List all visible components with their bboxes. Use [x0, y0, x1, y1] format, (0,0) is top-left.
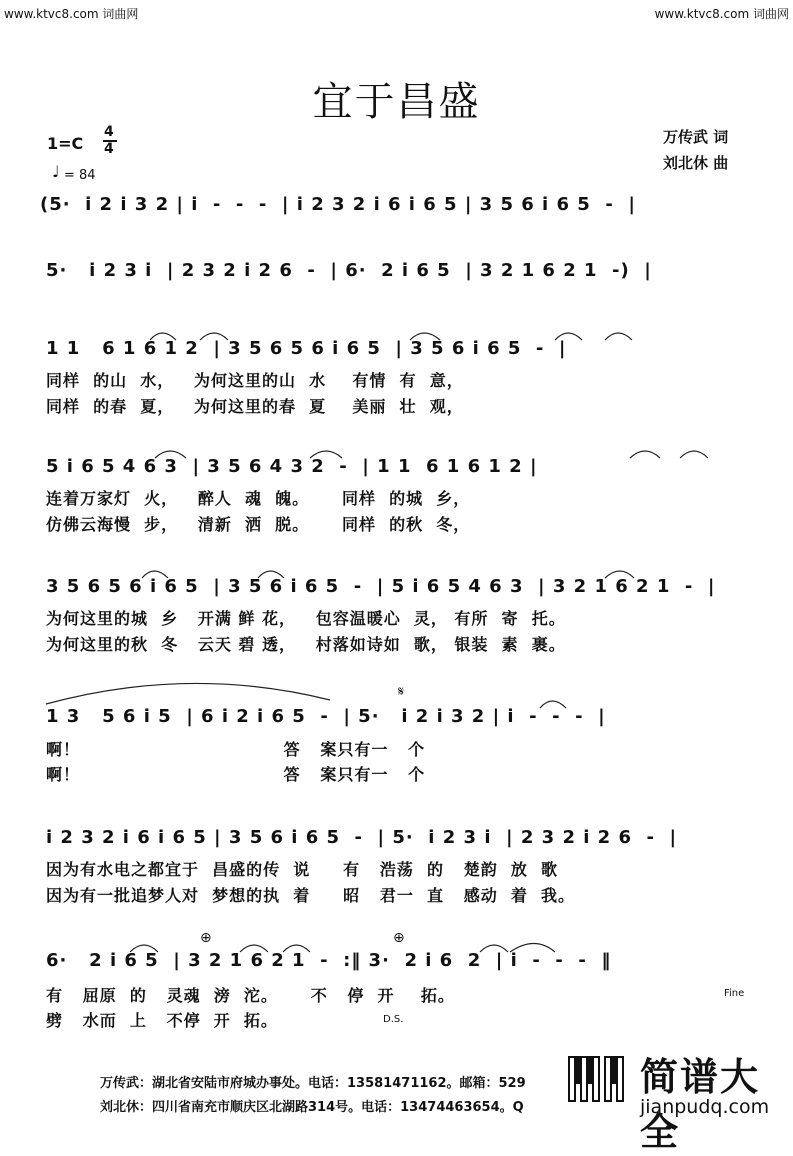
- notation-line-2: 5· i 2 3 i | 2 3 2 i 2 6 - | 6· 2 i 6 5 | 3 2 1 6 2 1 -) |: [46, 260, 652, 281]
- site-logo[interactable]: [568, 1042, 793, 1154]
- notation-line-5: 3 5 6 5 6 i 6 5 | 3 5 6 i 6 5 - | 5 i 6 5 4 6 3 | 3 2 1 6 2 1 - |: [46, 576, 716, 597]
- header-right-watermark[interactable]: www.ktvc8.com 词曲网: [654, 7, 789, 21]
- lyrics-line-8-verse-2: 劈 水而 上 不停 开 拓。: [46, 1011, 278, 1030]
- slur-10: [142, 571, 168, 578]
- song-title: 宜于昌盛: [312, 79, 481, 125]
- notation-line-3: 1 1 6 1 6 1 2 | 3 5 6 5 6 i 6 5 | 3 5 6 i 6 5 - |: [46, 338, 567, 359]
- notation-line-1: (5· i 2 i 3 2 | i - - - | i 2 3 2 i 6 i 6 5 | 3 5 6 i 6 5 - |: [40, 194, 636, 215]
- slur-4: [555, 333, 582, 340]
- slur-17: [480, 945, 508, 952]
- notation-line-7: i 2 3 2 i 6 i 6 5 | 3 5 6 i 6 5 - | 5· i 2 3 i | 2 3 2 i 2 6 - |: [46, 827, 678, 848]
- ds-marking: D.S.: [383, 1014, 404, 1025]
- lyrics-line-7-verse-1: 因为有水电之都宜于 昌盛的传 说 有 浩荡 的 楚韵 放 歌: [46, 860, 558, 879]
- slur-9: [680, 451, 708, 458]
- notation-line-6: 1 3 5 6 i 5 | 6 i 2 i 6 5 - | 5· i 2 i 3 2 | i - - - |: [46, 706, 606, 727]
- slur-11: [258, 571, 284, 578]
- slur-8: [630, 451, 660, 458]
- lyrics-line-4-verse-1: 连着万家灯 火， 醉人 魂 魄。 同样 的城 乡，: [46, 489, 471, 508]
- key-signature: 1=C: [47, 134, 84, 153]
- lyrics-line-5-verse-1: 为何这里的城 乡 开满 鲜 花， 包容温暖心 灵， 有所 寄 托。: [46, 609, 566, 628]
- slur-15: [240, 945, 268, 952]
- time-signature-bottom: 4: [104, 141, 114, 157]
- slur-12: [605, 571, 634, 578]
- lyrics-line-4-verse-2: 仿佛云海慢 步， 清新 洒 脱。 同样 的秋 冬，: [46, 515, 471, 534]
- fine-marking: Fine: [724, 988, 745, 999]
- lyrics-line-3-verse-2: 同样 的春 夏， 为何这里的春 夏 美丽 壮 观，: [46, 397, 464, 416]
- footer-contact-lyricist: 万传武：湖北省安陆市府城办事处。电话：13581471162。邮箱：529: [100, 1076, 526, 1091]
- notation-line-8: 6· 2 i 6 5 | 3 2 1 6 2 1 - :‖ 3· 2 i 6 2 | i - - - ‖: [46, 950, 612, 971]
- slur-13: [540, 701, 566, 708]
- lyrics-line-6-verse-1: 啊！ 答 案只有一 个: [46, 740, 426, 759]
- logo-text: 简谱大全: [640, 1055, 761, 1154]
- notation-line-4: 5 i 6 5 4 6 3 | 3 5 6 4 3 2 - | 1 1 6 1 6 1 2 |: [46, 456, 538, 477]
- header-left-watermark[interactable]: www.ktvc8.com 词曲网: [4, 7, 139, 21]
- tempo-marking: = 84: [64, 168, 96, 183]
- logo-url[interactable]: jianpudq.com: [640, 1096, 770, 1118]
- time-signature-top: 4: [104, 124, 114, 140]
- slur-14: [130, 945, 158, 952]
- lyrics-line-3-verse-1: 同样 的山 水， 为何这里的山 水 有情 有 意，: [46, 371, 464, 390]
- quarter-note-icon: ♩: [52, 162, 60, 181]
- lyrics-line-7-verse-2: 因为有一批追梦人对 梦想的执 着 昭 君一 直 感动 着 我。: [46, 886, 575, 905]
- lyrics-line-8-verse-1: 有 屈原 的 灵魂 滂 沱。 不 停 开 拓。: [46, 986, 455, 1005]
- footer-contact-composer: 刘北休：四川省南充市顺庆区北湖路314号。电话：13474463654。Q: [100, 1100, 524, 1115]
- segno-icon: 𝄋: [398, 684, 405, 700]
- coda-icon-2: ⊕: [393, 930, 405, 946]
- slur-7: [310, 451, 342, 458]
- phrase-slur: [46, 683, 330, 704]
- slur-16: [283, 945, 310, 952]
- lyricist-credit: 万传武 词: [663, 128, 729, 146]
- slur-5: [605, 333, 632, 340]
- lyrics-line-5-verse-2: 为何这里的秋 冬 云天 碧 透， 村落如诗如 歌， 银装 素 裹。: [46, 635, 566, 654]
- slur-2: [200, 333, 228, 340]
- coda-icon: ⊕: [200, 930, 212, 946]
- composer-credit: 刘北休 曲: [663, 154, 729, 172]
- lyrics-line-6-verse-2: 啊！ 答 案只有一 个: [46, 765, 426, 784]
- slur-1: [150, 333, 176, 340]
- slur-6: [155, 451, 186, 458]
- slur-3: [410, 333, 440, 340]
- slur-18: [510, 944, 555, 953]
